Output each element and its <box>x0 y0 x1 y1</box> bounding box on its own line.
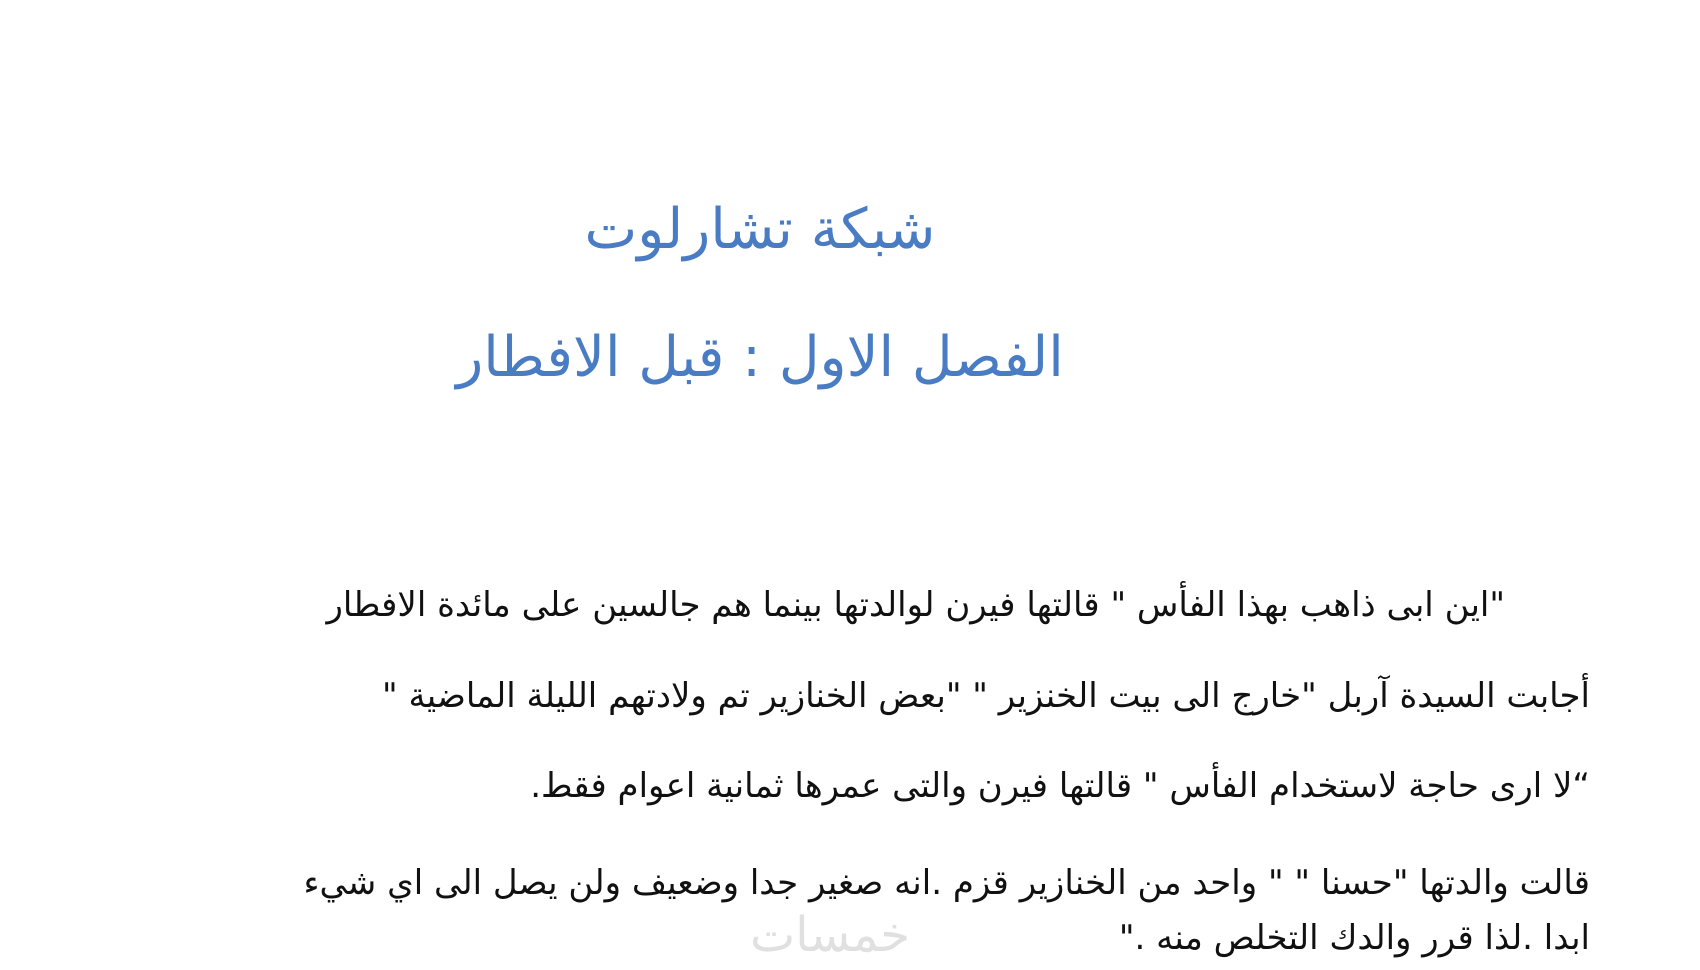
paragraph-line-3: “لا ارى حاجة لاستخدام الفأس " قالتها فيرن والتى عمرها ثمانية اعوام فقط. <box>530 766 1590 806</box>
watermark-logo: خمسات <box>750 907 911 963</box>
paragraph-line-4: قالت والدتها "حسنا " " واحد من الخنازير قزم .انه صغير جدا وضعيف ولن يصل الى اي شيء <box>303 863 1590 903</box>
paragraph-line-1: "اين ابى ذاهب بهذا الفأس " قالتها فيرن لوالدتها بينما هم جالسين على مائدة الافطار <box>326 585 1505 625</box>
paragraph-line-5: ابدا .لذا قرر والدك التخلص منه ." <box>1118 918 1590 958</box>
book-title: شبكة تشارلوت <box>584 197 936 262</box>
paragraph-line-2: أجابت السيدة آربل "خارج الى بيت الخنزير " "بعض الخنازير تم ولادتهم الليلة الماضية " <box>382 676 1590 716</box>
chapter-title: الفصل الاول : قبل الافطار <box>456 325 1064 390</box>
